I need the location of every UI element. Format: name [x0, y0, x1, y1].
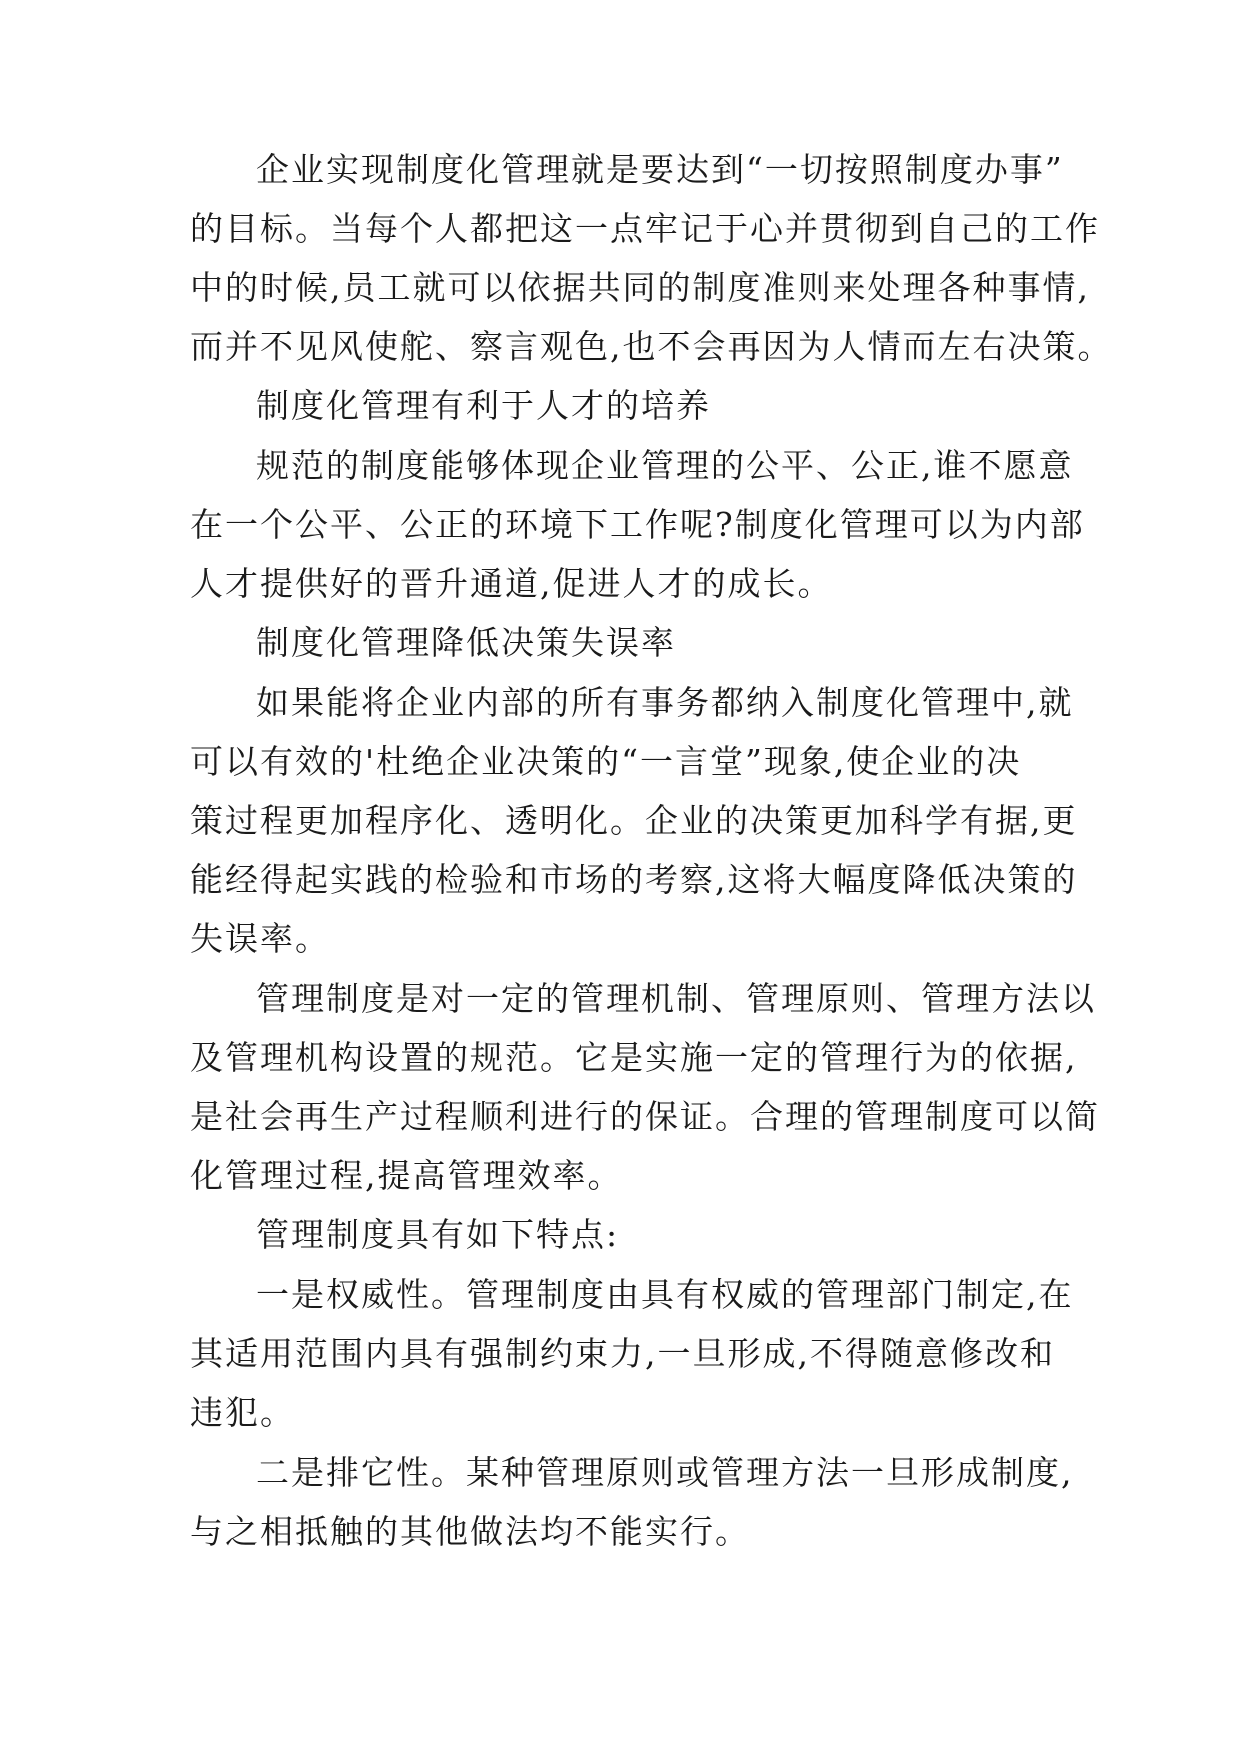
paragraph-2-line-3: 人才提供好的晋升通道,促进人才的成长。 — [190, 564, 833, 603]
paragraph-3-line-2: 可以有效的'杜绝企业决策的“一言堂”现象,使企业的决 — [190, 742, 1022, 781]
paragraph-7-line-2: 与之相抵触的其他做法均不能实行。 — [190, 1512, 750, 1551]
paragraph-3-line-1: 如果能将企业内部的所有事务都纳入制度化管理中,就 — [256, 683, 1074, 722]
paragraph-1-line-2: 的目标。当每个人都把这一点牢记于心并贯彻到自己的工作 — [190, 209, 1100, 248]
paragraph-4-line-2: 及管理机构设置的规范。它是实施一定的管理行为的依据, — [190, 1038, 1078, 1077]
paragraph-4-line-3: 是社会再生产过程顺利进行的保证。合理的管理制度可以简 — [190, 1097, 1100, 1136]
paragraph-4-line-4: 化管理过程,提高管理效率。 — [190, 1156, 623, 1195]
paragraph-5-line-1: 管理制度具有如下特点: — [256, 1215, 620, 1254]
paragraph-7-line-1: 二是排它性。某种管理原则或管理方法一旦形成制度, — [256, 1453, 1074, 1492]
paragraph-3-line-5: 失误率。 — [190, 919, 330, 958]
paragraph-1-line-1: 企业实现制度化管理就是要达到“一切按照制度办事” — [256, 150, 1064, 189]
paragraph-4-line-1: 管理制度是对一定的管理机制、管理原则、管理方法以 — [256, 979, 1096, 1018]
section-heading-decision: 制度化管理降低决策失误率 — [256, 623, 676, 662]
paragraph-3-line-3: 策过程更加程序化、透明化。企业的决策更加科学有据,更 — [190, 801, 1078, 840]
paragraph-3-line-4: 能经得起实践的检验和市场的考察,这将大幅度降低决策的 — [190, 860, 1078, 899]
paragraph-2-line-1: 规范的制度能够体现企业管理的公平、公正,谁不愿意 — [256, 446, 1074, 485]
paragraph-2-line-2: 在一个公平、公正的环境下工作呢?制度化管理可以为内部 — [190, 505, 1085, 544]
paragraph-6-line-3: 违犯。 — [190, 1393, 295, 1432]
section-heading-talent: 制度化管理有利于人才的培养 — [256, 386, 711, 425]
paragraph-6-line-2: 其适用范围内具有强制约束力,一旦形成,不得随意修改和 — [190, 1334, 1055, 1373]
paragraph-1-line-3: 中的时候,员工就可以依据共同的制度准则来处理各种事情, — [190, 268, 1090, 307]
paragraph-6-line-1: 一是权威性。管理制度由具有权威的管理部门制定,在 — [256, 1275, 1074, 1314]
paragraph-1-line-4: 而并不见风使舵、察言观色,也不会再因为人情而左右决策。 — [190, 327, 1113, 366]
